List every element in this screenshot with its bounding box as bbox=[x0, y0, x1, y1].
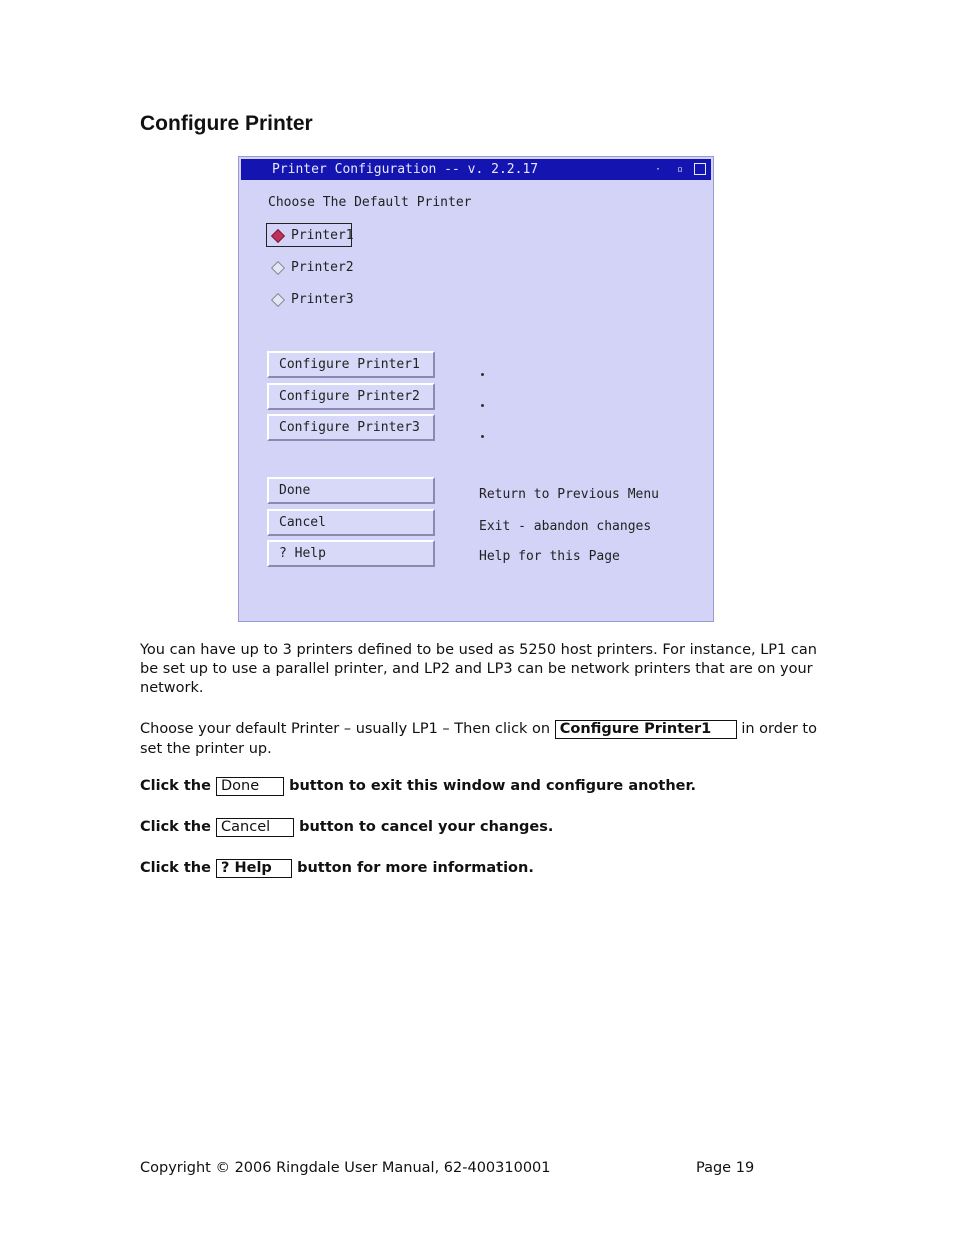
instruction-help bbox=[140, 859, 534, 878]
instruction-prefix: Click the bbox=[140, 778, 217, 794]
configure-printer1-button[interactable]: Configure Printer1 bbox=[267, 351, 435, 378]
radio-label-printer3: Printer3 bbox=[291, 292, 354, 307]
instruction-suffix: button to exit this window and configure another. bbox=[284, 778, 697, 794]
instruction-cancel bbox=[140, 818, 553, 837]
choose-default-printer-label: Choose The Default Printer bbox=[268, 195, 472, 210]
instruction-done bbox=[140, 777, 696, 796]
radio-label-printer2: Printer2 bbox=[291, 260, 354, 275]
done-description: Return to Previous Menu bbox=[479, 487, 660, 502]
section-title: Configure Printer bbox=[140, 112, 313, 135]
window-titlebar bbox=[241, 159, 711, 180]
restore-icon[interactable]: ▫ bbox=[676, 164, 683, 175]
bullet-dot bbox=[481, 373, 484, 376]
instruction-suffix: button for more information. bbox=[292, 860, 534, 876]
help-inline-button: ? Help bbox=[216, 859, 292, 878]
footer-copyright: Copyright © 2006 Ringdale User Manual, 62-400310001 bbox=[140, 1160, 551, 1176]
intro-paragraph: You can have up to 3 printers defined to be used as 5250 host printers. For instance, LP1 can be set up to use a parallel printer, and LP2 and LP3 can be network printers that are on your network. bbox=[140, 642, 817, 696]
maximize-icon[interactable] bbox=[694, 163, 706, 175]
configure-printer1-inline-button: Configure Printer1 bbox=[555, 720, 737, 739]
instruction-prefix: Click the bbox=[140, 819, 217, 835]
bullet-dot bbox=[481, 404, 484, 407]
help-button[interactable]: ? Help bbox=[267, 540, 435, 567]
radio-label-printer1: Printer1 bbox=[291, 228, 354, 243]
instruction-suffix: button to cancel your changes. bbox=[294, 819, 554, 835]
configure-printer3-button[interactable]: Configure Printer3 bbox=[267, 414, 435, 441]
bullet-dot bbox=[481, 435, 484, 438]
paragraph-text: Choose your default Printer – usually LP1 – Then click on bbox=[140, 721, 555, 737]
configure-printer2-button[interactable]: Configure Printer2 bbox=[267, 383, 435, 410]
footer-page-number: Page 19 bbox=[696, 1160, 755, 1176]
done-inline-button: Done bbox=[216, 777, 284, 796]
cancel-description: Exit - abandon changes bbox=[479, 519, 652, 534]
paragraph-text: in order to set the printer up. bbox=[140, 721, 817, 757]
help-description: Help for this Page bbox=[479, 549, 620, 564]
window-title: Printer Configuration -- v. 2.2.17 bbox=[272, 162, 539, 177]
cancel-inline-button: Cancel bbox=[216, 818, 294, 837]
instruction-prefix: Click the bbox=[140, 860, 217, 876]
default-printer-paragraph bbox=[140, 719, 820, 759]
cancel-button[interactable]: Cancel bbox=[267, 509, 435, 536]
done-button[interactable]: Done bbox=[267, 477, 435, 504]
minimize-icon[interactable]: · bbox=[654, 164, 661, 175]
